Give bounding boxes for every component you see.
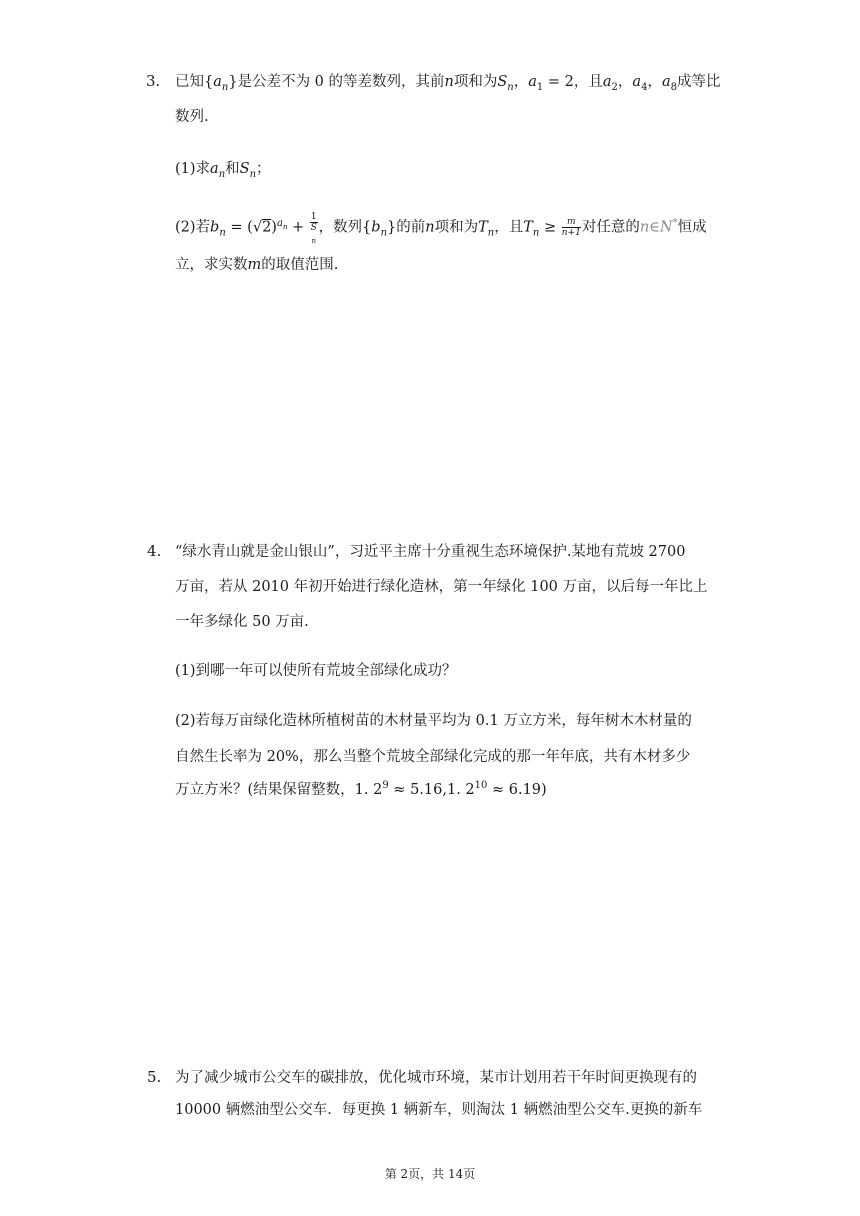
math-var: S (239, 161, 250, 177)
problem-4-statement-line-3: 一年多绿化 50 万亩. (175, 614, 309, 630)
math-var: a (213, 74, 222, 90)
math-var: S (497, 74, 508, 90)
problem-3-question-2-line-2 (175, 255, 338, 275)
math-var: a (602, 74, 612, 90)
sqrt-radicand: 2 (262, 219, 272, 236)
fraction (562, 217, 581, 238)
math-sub: n (219, 227, 226, 239)
text: 对任意的 (581, 219, 640, 236)
text: ， (617, 74, 633, 90)
text: ≈ 5.16,1. 2 (388, 782, 475, 798)
problem-3-question-1 (175, 159, 271, 179)
text: ) (271, 219, 277, 236)
math-sub: n (311, 236, 316, 245)
math-var: T (523, 219, 533, 236)
text: = (√ (225, 219, 263, 236)
math-sub: n (249, 168, 257, 180)
math-var: S (310, 223, 317, 233)
text: }的前 (387, 219, 426, 236)
math-sub: 8 (670, 81, 677, 93)
text: 的取值范围. (261, 257, 339, 273)
math-var: n (425, 219, 435, 236)
problem-number: 3. (146, 72, 161, 90)
problem-number: 5. (147, 1068, 162, 1086)
text: ，数列{ (318, 219, 372, 236)
fraction-denominator (310, 223, 318, 243)
text: ， (647, 74, 662, 90)
problem-5-statement-line-2: 10000 辆燃油型公交车．每更换 1 辆新车，则淘汰 1 辆燃油型公交车.更换的新车 (175, 1102, 703, 1118)
text: 成等比 (676, 74, 721, 90)
problem-5-statement-line-1: 为了减少城市公交车的碳排放，优化城市环境，某市计划用若干年时间更换现有的 (175, 1070, 697, 1086)
math-sup: a (276, 217, 283, 229)
math-var: n (444, 74, 454, 90)
math-sub: 2 (611, 81, 618, 93)
fraction (310, 212, 318, 243)
math-var: a (632, 74, 642, 90)
text: 已知{ (175, 74, 214, 90)
math-var: b (210, 219, 220, 236)
problem-3-question-2-line-1 (175, 212, 707, 243)
math-var: a (661, 74, 671, 90)
math-var: T (478, 219, 488, 236)
problem-number: 4. (147, 542, 162, 560)
text: ≈ 6.19) (487, 782, 547, 798)
text: 和 (225, 161, 240, 177)
text: (1)求 (175, 161, 211, 177)
math-var: a (528, 74, 537, 90)
text: (2)若 (175, 219, 211, 236)
text: = 2，且 (543, 74, 603, 90)
fraction-numerator: m (562, 217, 581, 228)
problem-3-statement-line-2: 数列. (175, 109, 209, 125)
math-var: m (247, 257, 262, 273)
text: ， (513, 74, 529, 90)
text: 项和为 (434, 219, 479, 236)
page-footer: 第 2页，共 14页 (384, 1167, 476, 1181)
problem-4-statement-line-1: “绿水青山就是金山银山”，习近平主席十分重视生态环境保护.某地有荒坡 2700 (175, 544, 686, 560)
math-sub: n (507, 81, 514, 93)
fraction-denominator: n+1 (561, 228, 581, 238)
math-var: a (210, 161, 219, 177)
math-sub: n (282, 222, 288, 231)
problem-4-question-1: (1)到哪一年可以使所有荒坡全部绿化成功？ (175, 663, 457, 679)
math-var: b (371, 219, 381, 236)
text: }是公差不为 0 的等差数列，其前 (228, 74, 445, 90)
math-sub: 1 (536, 81, 544, 93)
problem-3-statement-line-1 (175, 72, 720, 92)
text: ≥ (539, 219, 561, 236)
math-sub: n (532, 227, 540, 239)
problem-4-question-2-line-3 (175, 780, 547, 800)
math-sub: n (221, 81, 229, 93)
text: + (287, 219, 309, 236)
text: 万立方米？(结果保留整数，1. 2 (175, 782, 383, 798)
problem-4-question-2-line-2: 自然生长率为 20%，那么当整个荒坡全部绿化完成的那一年年底，共有木材多少 (175, 749, 691, 765)
math-sup: * (672, 217, 678, 229)
math-sup: 9 (382, 780, 389, 792)
math-expression: n∈N (639, 219, 673, 236)
math-sub: n (487, 227, 495, 239)
text: ，且 (494, 219, 524, 236)
text: 立，求实数 (175, 257, 248, 273)
math-sub: n (218, 168, 226, 180)
fraction-numerator: 1 (310, 212, 317, 222)
problem-4-question-2-line-1: (2)若每万亩绿化造林所植树苗的木材量平均为 0.1 万立方米，每年树木木材量的 (175, 713, 692, 729)
math-sup: 10 (474, 780, 488, 792)
text: ； (256, 161, 271, 177)
math-sub: n (380, 227, 388, 239)
text: 恒成 (677, 219, 707, 236)
problem-4-statement-line-2: 万亩，若从 2010 年初开始进行绿化造林，第一年绿化 100 万亩，以后每一年比上 (175, 579, 708, 595)
math-sub: 4 (641, 81, 648, 93)
text: 项和为 (453, 74, 498, 90)
